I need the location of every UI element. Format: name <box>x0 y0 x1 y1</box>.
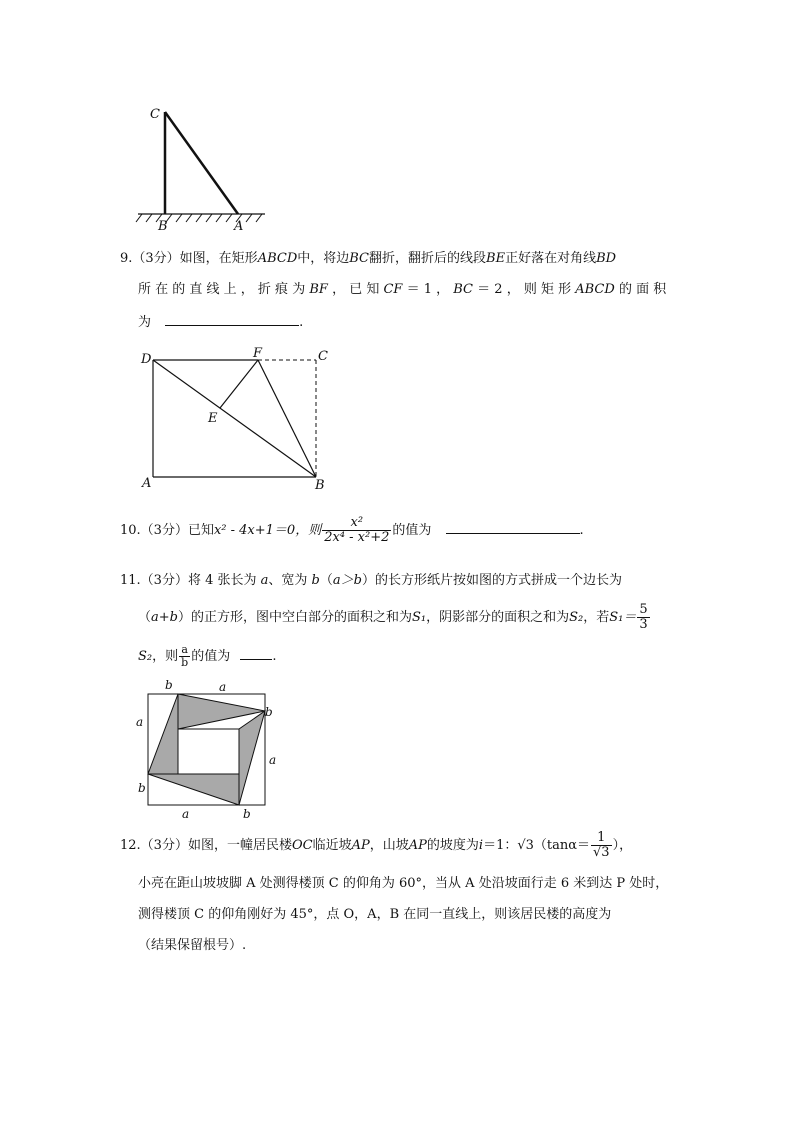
q12-var: OC <box>291 838 313 853</box>
q9-end: . <box>299 315 304 330</box>
q11-text: 11.（3分）将 4 张长为 <box>120 573 257 588</box>
q10-answer-blank[interactable] <box>446 521 580 534</box>
q11-denominator: 3 <box>639 617 648 632</box>
q11-text: ，阴影部分的面积之和为 <box>426 610 570 625</box>
label-a-top: a <box>219 680 227 694</box>
q9-text: ， 已 知 <box>332 282 380 297</box>
q11-line-1 <box>120 573 622 589</box>
q12-var: AP <box>351 838 370 853</box>
label-a-left: a <box>136 715 144 729</box>
label-D: D <box>141 352 152 367</box>
q9-var: ABCD <box>575 282 615 297</box>
figure-q9-rectangle <box>138 345 338 495</box>
q10-fraction <box>322 516 391 545</box>
q12-text: 临近坡 <box>312 838 352 853</box>
q11-fraction-5-3 <box>637 603 649 632</box>
q10-prefix: 10.（3分）已知 <box>120 523 214 538</box>
q11-text: ，则 <box>152 649 179 664</box>
figure-q11-square <box>130 678 290 824</box>
q11-var: S₁＝ <box>609 610 637 625</box>
q11-text: 的值为 <box>191 649 231 664</box>
q9-text: 的 面 积 <box>618 282 667 297</box>
q9-var: CF <box>383 282 403 297</box>
q11-text: （ <box>319 573 333 588</box>
q9-var: BF <box>309 282 328 297</box>
q9-text: 正好落在对角线 <box>505 251 597 266</box>
q10-suffix: 的值为 <box>392 523 432 538</box>
label-b-right: b <box>265 705 273 719</box>
q11-var: a <box>260 573 269 588</box>
q9-text: ＝ 2 ， 则 矩 形 <box>477 282 572 297</box>
figure-q8-pole <box>130 100 275 235</box>
q12-text: 的坡度为 <box>426 838 479 853</box>
q9-line-3 <box>138 313 303 331</box>
q12-denominator: √3 <box>593 845 610 860</box>
q9-var: BD <box>596 251 617 266</box>
q9-var: ABCD <box>257 251 298 266</box>
label-B: B <box>158 219 168 234</box>
label-C: C <box>318 349 328 364</box>
q9-var: BC <box>453 282 474 297</box>
q11-text: 、宽为 <box>268 573 308 588</box>
q9-text: ＝ 1 ， <box>406 282 450 297</box>
q11-var: a+b <box>151 610 178 625</box>
q10-equation: x² - 4x+1＝0，则 <box>213 523 322 538</box>
q11-end: . <box>272 649 277 664</box>
label-a-right: a <box>269 753 277 767</box>
q11-denominator: b <box>181 656 189 669</box>
label-F: F <box>253 346 263 361</box>
q11-text: ）的长方形纸片按如图的方式拼成一个边长为 <box>361 573 622 588</box>
q11-numerator: a <box>181 643 188 656</box>
q11-answer-blank[interactable] <box>240 647 272 660</box>
label-b-top: b <box>165 678 173 692</box>
q9-text: 翻折，翻折后的线段 <box>369 251 487 266</box>
inner-white-square <box>178 729 239 774</box>
q12-text: 12.（3分）如图，一幢居民楼 <box>120 838 292 853</box>
q11-var: S₂ <box>569 610 584 625</box>
q11-var: a＞b <box>332 573 362 588</box>
q9-line-2 <box>138 282 666 298</box>
q9-text: 为 <box>138 315 152 330</box>
q9-text: 中，将边 <box>297 251 350 266</box>
label-C: C <box>150 107 160 122</box>
q12-line-4: （结果保留根号）. <box>138 938 247 953</box>
q11-text: （ <box>138 610 152 625</box>
q9-text: 所 在 的 直 线 上 ， 折 痕 为 <box>138 282 306 297</box>
label-E: E <box>208 411 218 426</box>
label-A: A <box>142 476 152 491</box>
q12-text: ＝1：√3（tanα＝ <box>483 838 591 853</box>
q11-text: ，若 <box>583 610 610 625</box>
q9-var: BE <box>486 251 506 266</box>
q9-prefix: 9.（3分）如图，在矩形 <box>120 251 258 266</box>
q12-var: AP <box>408 838 427 853</box>
q12-line-1 <box>120 824 632 868</box>
label-b-left: b <box>138 781 146 795</box>
q11-var: b <box>311 573 320 588</box>
q11-text: ）的正方形，图中空白部分的面积之和为 <box>177 610 412 625</box>
q12-fraction <box>591 831 612 860</box>
q11-var: S₁ <box>412 610 427 625</box>
q10-numerator: x² <box>350 515 364 530</box>
q12-var: i <box>478 838 484 853</box>
q9-line-1 <box>120 251 616 267</box>
q9-var: BC <box>349 251 370 266</box>
q11-numerator: 5 <box>639 602 648 617</box>
q12-text: ，山坡 <box>369 838 409 853</box>
q11-line-3 <box>138 640 276 674</box>
label-a-bottom: a <box>182 807 190 821</box>
label-A: A <box>234 219 244 234</box>
q10-denominator: 2x⁴ - x²+2 <box>324 530 390 545</box>
label-b-bottom: b <box>243 807 251 821</box>
q10-end: . <box>579 523 584 538</box>
q11-var: S₂ <box>138 649 153 664</box>
label-B: B <box>315 478 325 493</box>
q12-line-2: 小亮在距山坡坡脚 A 处测得楼顶 C 的仰角为 60°，当从 A 处沿坡面行走 6 米到达 P 处时， <box>138 876 669 891</box>
q10-line <box>120 512 584 550</box>
q11-fraction-a-b <box>179 644 190 669</box>
q11-line-2 <box>138 598 651 638</box>
q12-text: ）， <box>612 838 633 853</box>
q12-line-3: 测得楼顶 C 的仰角刚好为 45°，点 O，A，B 在同一直线上，则该居民楼的高度为 <box>138 907 612 922</box>
q12-numerator: 1 <box>597 830 606 845</box>
q9-answer-blank[interactable] <box>165 313 299 326</box>
